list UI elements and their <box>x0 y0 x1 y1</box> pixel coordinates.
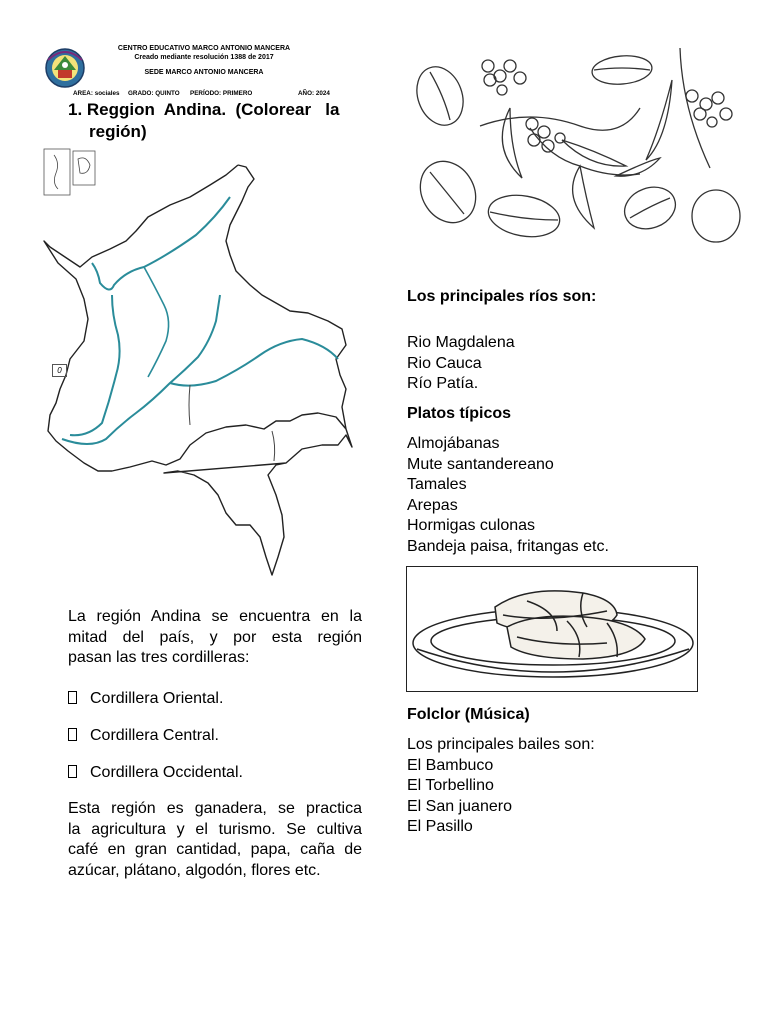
list-item: Mute santandereano <box>407 455 554 473</box>
economy-line-4: azúcar, plátano, algodón, flores etc. <box>68 861 321 879</box>
cordillera-central: Cordillera Central. <box>90 727 219 744</box>
area-label: AREA: sociales <box>73 90 120 97</box>
folklore-intro: Los principales bailes son: <box>407 736 595 753</box>
colombia-map <box>40 145 360 585</box>
list-item: Rio Cauca <box>407 354 482 372</box>
school-name: CENTRO EDUCATIVO MARCO ANTONIO MANCERA <box>117 45 291 52</box>
sede-name: SEDE MARCO ANTONIO MANCERA <box>144 69 264 76</box>
list-item: Río Patía. <box>407 375 479 393</box>
list-item: Hormigas culonas <box>407 517 536 535</box>
activity-title-line2: región) <box>89 122 147 141</box>
intro-line-1: La región Andina se encuentra en la <box>68 608 362 625</box>
list-item: El Torbellino <box>407 777 494 795</box>
grado-label: GRADO: QUINTO <box>128 90 180 97</box>
list-item: El San juanero <box>407 797 512 815</box>
periodo-label: PERÍODO: PRIMERO <box>190 90 253 97</box>
list-item: Almojábanas <box>407 435 500 452</box>
cordillera-oriental: Cordillera Oriental. <box>90 690 224 707</box>
activity-title-line1: 1. Reggion Andina. (Colorear la <box>68 100 340 119</box>
list-item: Bandeja paisa, fritangas etc. <box>407 537 609 555</box>
economy-line-1: Esta región es ganadera, se practica <box>68 800 362 817</box>
economy-line-2: la agricultura y el turismo. Se cultiva <box>68 820 362 838</box>
list-item <box>68 726 219 746</box>
school-logo <box>44 46 86 90</box>
bullet-box-icon <box>68 691 77 704</box>
list-item <box>68 763 243 783</box>
cordillera-occidental: Cordillera Occidental. <box>90 764 243 781</box>
dishes-heading: Platos típicos <box>407 405 512 422</box>
rivers-heading: Los principales ríos son: <box>407 288 597 305</box>
coffee-illustration <box>410 48 746 246</box>
resolution-text: Creado mediante resolución 1388 de 2017 <box>134 53 274 61</box>
anio-label: AÑO: 2024 <box>298 90 330 97</box>
tamales-illustration <box>406 566 698 692</box>
list-item: El Pasillo <box>407 818 473 836</box>
list-item <box>68 689 223 709</box>
bullet-box-icon <box>68 728 77 741</box>
list-item: Tamales <box>407 476 467 494</box>
list-item: El Bambuco <box>407 756 494 774</box>
intro-line-2: mitad del país, y por esta región <box>68 628 362 646</box>
list-item: Arepas <box>407 496 458 514</box>
economy-line-3: café en gran cantidad, papa, caña de <box>68 841 362 859</box>
intro-line-3: pasan las tres cordilleras: <box>68 649 250 667</box>
folklore-heading: Folclor (Música) <box>407 706 530 723</box>
bullet-box-icon <box>68 765 77 778</box>
map-small-label: 0 <box>52 364 67 377</box>
list-item: Rio Magdalena <box>407 334 515 351</box>
